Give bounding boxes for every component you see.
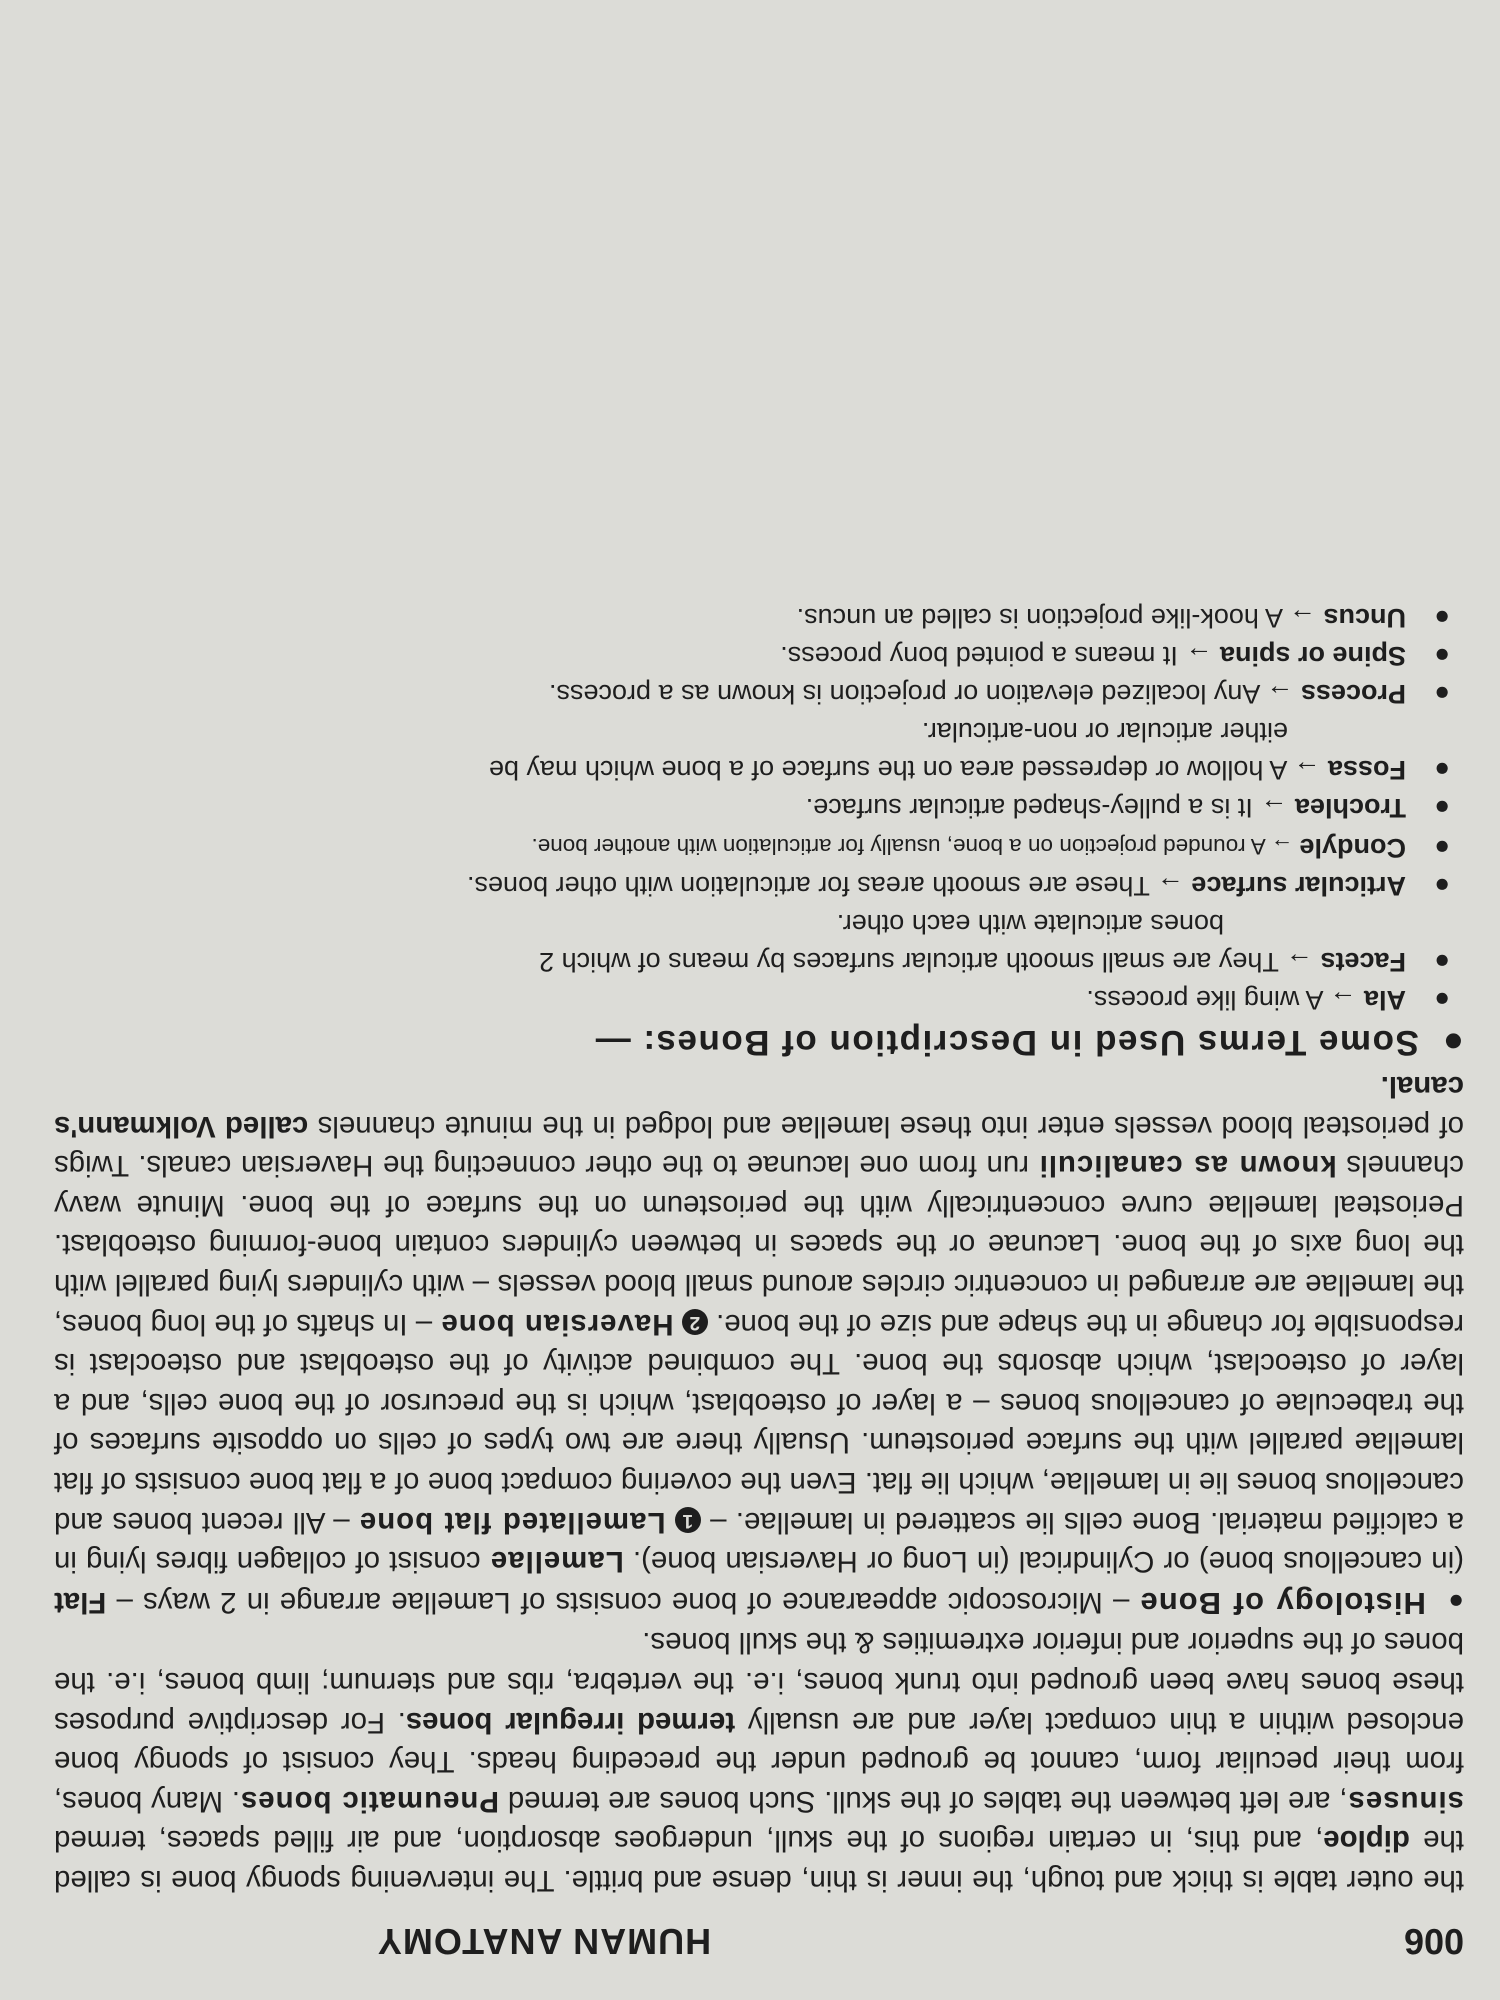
bullet-icon: ● [1441, 1022, 1464, 1062]
arrow-icon: → [1156, 870, 1184, 901]
list-item [54, 827, 1464, 867]
term-canaliculi: known as canaliculi [1038, 1149, 1337, 1183]
list-item [54, 637, 1464, 675]
page-title: HUMAN ANATOMY [376, 1921, 712, 1962]
term-label: Uncus [1323, 602, 1406, 633]
arrow-icon: → [1270, 833, 1294, 859]
term-diploe: diploe [1323, 1824, 1410, 1858]
term-haversian-bone: Haversian bone [440, 1307, 674, 1341]
terms-heading-row [54, 1019, 1464, 1065]
intro-paragraph [54, 1623, 1464, 1900]
bullet-icon: ● [1434, 678, 1450, 709]
term-irregular-bones: termed irregular bones [405, 1705, 736, 1739]
term-description-continued: either articular or non-articular. [921, 716, 1288, 747]
term-description-continued: bones articulate with each other. [836, 908, 1224, 939]
bullet-icon: ● [1434, 832, 1450, 863]
histology-text: – Microscopic appearance of bone consists of Lamellae arrange in 2 ways – [106, 1585, 1140, 1619]
term-description: A rounded projection on a bone, usually for articulation with another bone. [531, 833, 1266, 859]
intro-text: . For descriptive purposes these bones have been grouped into trunk bones, i.e. the vertebra, ribs and sternum; limb bones, i.e. the bones of the superior and inferior extremities & the skull bones. [54, 1626, 1464, 1739]
term-label: Spine or spina [1219, 640, 1406, 671]
page-header [54, 1922, 1464, 1962]
arrow-icon: → [1266, 678, 1294, 709]
bullet-icon: ● [1434, 984, 1450, 1015]
intro-text: , are left between the tables of the skull. Such bones are termed [499, 1784, 1348, 1818]
histology-paragraph [54, 1067, 1464, 1623]
term-description: Any localized elevation or projection is known as a process. [549, 678, 1261, 709]
term-volkmanns-canal: called Volkmann's canal. [53, 1070, 1464, 1143]
bullet-icon: ● [1434, 792, 1450, 823]
bullet-icon: ● [1434, 640, 1450, 671]
list-item [54, 675, 1464, 713]
term-sinuses: sinuses [1347, 1784, 1464, 1818]
term-label: Articular surface [1191, 870, 1406, 901]
number-one-icon: 1 [675, 1507, 701, 1533]
term-flat: Flat [54, 1585, 107, 1619]
bullet-icon: ● [1434, 754, 1450, 785]
term-lamellated-flat-bone: Lamellated flat bone [358, 1505, 666, 1539]
list-item [54, 905, 1464, 981]
term-label: Fossa [1327, 754, 1406, 785]
intro-text: the outer table is thick and tough, the inner is thin, dense and brittle. The intervening spongy bone is called the [54, 1824, 1464, 1897]
arrow-icon: → [1329, 984, 1357, 1015]
list-item [54, 867, 1464, 905]
terms-heading: Some Terms Used in Description of Bones: — [594, 1022, 1419, 1062]
arrow-icon: → [1260, 792, 1288, 823]
term-description: A hollow or depressed area on the surface of a bone which may be [488, 754, 1288, 785]
terms-list [54, 599, 1464, 1019]
bullet-icon: ● [1446, 1586, 1464, 1617]
list-item [54, 713, 1464, 789]
intro-text: . Many bones, from their peculiar form, cannot be grouped under the preceding heads. They consist of spongy bone enclosed within a thin compact layer and are usually [54, 1705, 1464, 1818]
term-lamellae: Lamellae [489, 1545, 624, 1579]
histology-text: (in cancellous bone) or Cylindrical (in Long or Haversian bone). [623, 1545, 1464, 1579]
term-description: It is a pulley-shaped articular surface. [805, 792, 1253, 823]
term-label: Condyle [1299, 832, 1406, 863]
page-content [54, 599, 1464, 1962]
term-description: They are small smooth articular surfaces by means of which 2 [539, 946, 1279, 977]
arrow-icon: → [1185, 640, 1213, 671]
number-two-icon: 2 [682, 1309, 708, 1335]
bullet-icon: ● [1434, 870, 1450, 901]
term-label: Trochlea [1294, 792, 1406, 823]
term-label: Ala [1363, 984, 1406, 1015]
histology-text: consist of collagen fibres lying in a calcified material. Bone cells lie scattered in lamellae. – [53, 1505, 1464, 1579]
arrow-icon: → [1293, 754, 1321, 785]
page-number: 006 [1403, 1921, 1464, 1962]
histology-text: run from one lacunae to the other connecting the Haversian canals. Twigs of periosteal blood vessels enter into these lamellae and lodged in the minute channels [54, 1109, 1464, 1183]
bullet-icon: ● [1434, 602, 1450, 633]
arrow-icon: → [1288, 602, 1316, 633]
list-item [54, 981, 1464, 1019]
term-description: A wing like process. [1086, 984, 1324, 1015]
histology-text: – All recent bones and cancellous bones lie in lamellae, which lie flat. Even the covering compact bone of a flat bone consists of flat lamellae parallel with the surface periosteum. Usually there are two types of cells on opposite surfaces of the trabeculae of cancellous bones – a layer of osteoblast, which is the precursor of the bone cells, and a layer of osteoclast, which absorbs the bone. The combined activity of the osteoblast and osteoclast is responsible for change in the shape and size of the bone. [54, 1307, 1464, 1539]
arrow-icon: → [1285, 946, 1313, 977]
term-pneumatic-bones: Pneumatic bones [239, 1784, 499, 1818]
term-description: It means a pointed bony process. [780, 640, 1178, 671]
term-label: Facets [1320, 946, 1406, 977]
term-description: These are smooth areas for articulation with other bones. [467, 870, 1150, 901]
histology-text: – In shafts of the long bones, the lamellae are arranged in concentric circles around small blood vessels – with cylinders lying parallel with the long axis of the bone. Lacunae or the spaces in between cylinders contain bone-forming osteoblast. Periosteal lamellae curve concentrically with the periosteum on the surface of the bone. Minute wavy channels [53, 1149, 1464, 1341]
term-label: Process [1300, 678, 1406, 709]
histology-heading: Histology of Bone [1139, 1585, 1426, 1621]
list-item [54, 789, 1464, 827]
bullet-icon: ● [1434, 946, 1450, 977]
term-description: A hook-like projection is called an uncus. [796, 602, 1283, 633]
intro-text: , and this, in certain regions of the skull, undergoes absorption, and air filled spaces, termed [54, 1824, 1324, 1858]
list-item [54, 599, 1464, 637]
